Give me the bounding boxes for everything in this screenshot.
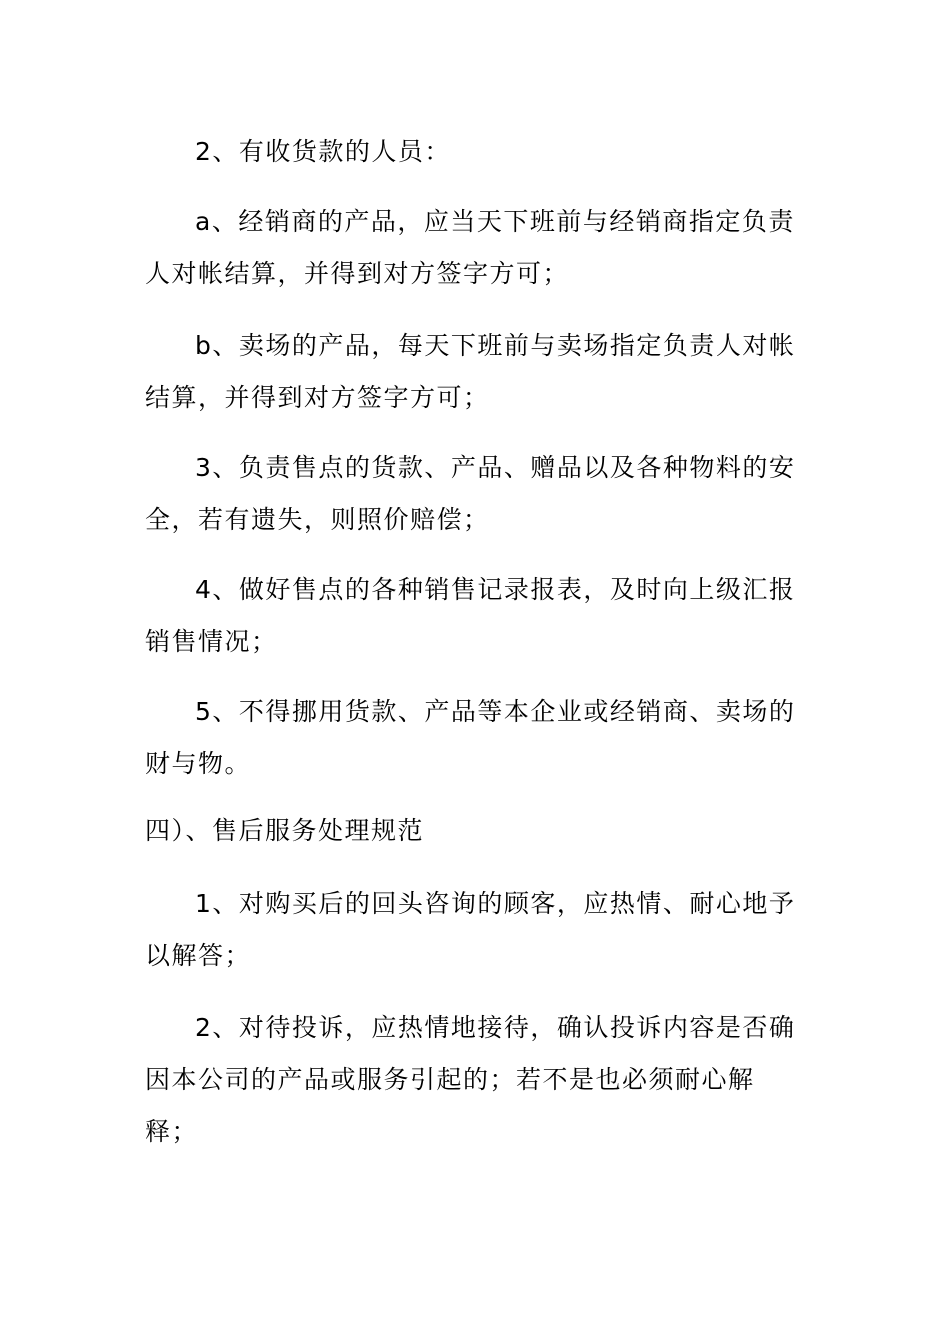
paragraph-safety-responsibility: 3、负责售点的货款、产品、赠品以及各种物料的安全，若有遗失，则照价赔偿；: [145, 453, 796, 534]
paragraph-no-misappropriation: 5、不得挪用货款、产品等本企业或经销商、卖场的财与物。: [145, 697, 796, 778]
paragraph-cashier-staff: 2、有收货款的人员：: [195, 137, 451, 166]
paragraph-customer-inquiry: 1、对购买后的回头咨询的顾客，应热情、耐心地予以解答；: [145, 889, 796, 970]
paragraph-dealer-settlement: a、经销商的产品，应当天下班前与经销商指定负责人对帐结算，并得到对方签字方可；: [145, 207, 795, 288]
paragraph-complaint-handling: 2、对待投诉，应热情地接待，确认投诉内容是否确因本公司的产品或服务引起的；若不是也必须耐心解释；: [145, 1013, 796, 1146]
paragraph-sales-records: 4、做好售点的各种销售记录报表，及时向上级汇报销售情况；: [145, 575, 796, 656]
section-heading-after-sales: 四）、售后服务处理规范: [145, 816, 425, 845]
paragraph-store-settlement: b、卖场的产品，每天下班前与卖场指定负责人对帐结算，并得到对方签字方可；: [145, 331, 796, 412]
